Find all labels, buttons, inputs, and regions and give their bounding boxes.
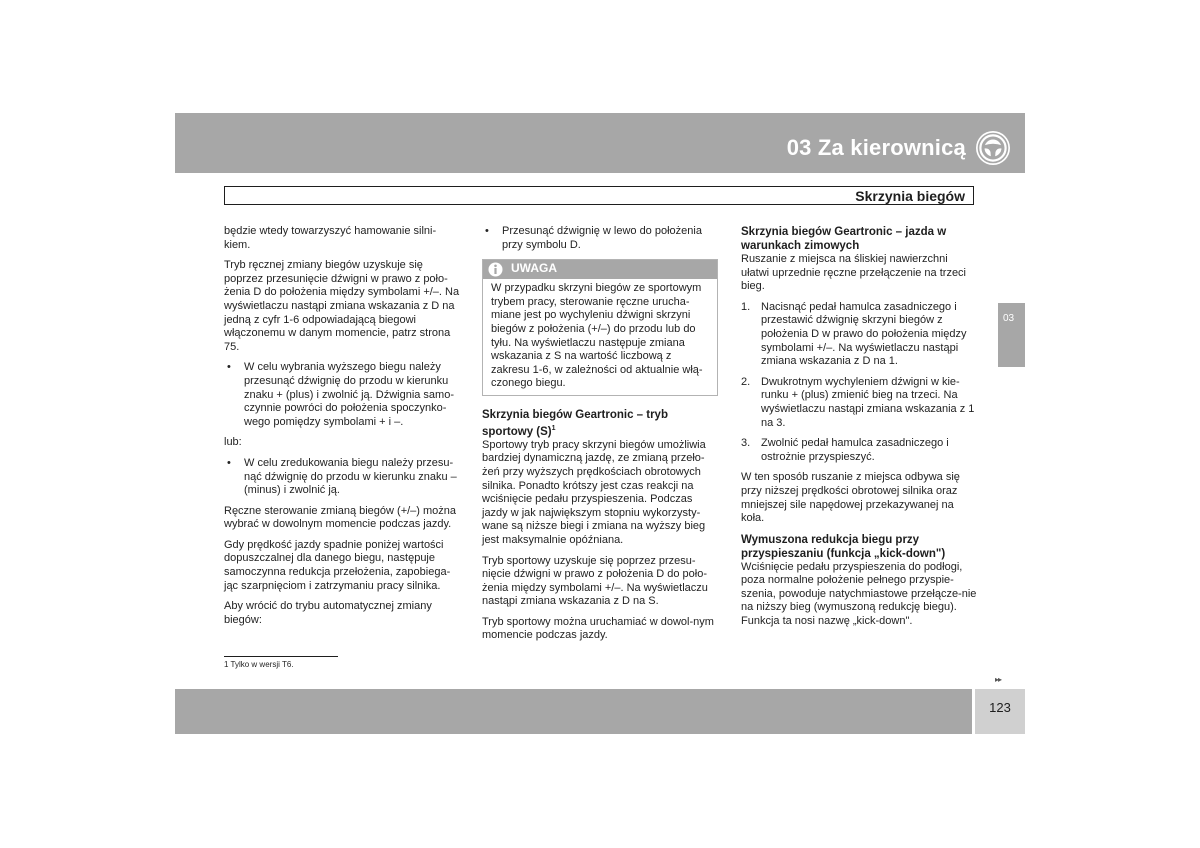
bullet-icon: • xyxy=(227,361,231,374)
bullet-text: W celu wybrania wyższego biegu należy przesunąć dźwignię do przodu w kierunku znaku + (plus) i zwolnić ją. Dźwignia samo-czynnie powróci do położenia spoczynko-wego pomiędzy symbolami + i –. xyxy=(244,361,454,428)
paragraph: będzie wtedy towarzyszyć hamowanie silni-kiem. xyxy=(224,225,437,251)
paragraph: W ten sposób ruszanie z miejsca odbywa się przy niższej prędkości obrotowej silnika oraz mniejszej sile napędowej przekazywanej na koła. xyxy=(741,471,960,525)
footnote: 1 Tylko w wersji T6. xyxy=(224,660,294,669)
section-title: Skrzynia biegów xyxy=(855,188,965,204)
footer-band xyxy=(175,689,972,734)
item-number: 2. xyxy=(741,375,751,388)
side-tab-label: 03 xyxy=(1003,313,1015,324)
bullet-item xyxy=(224,457,460,498)
bullet-item xyxy=(482,225,718,252)
numbered-item xyxy=(741,301,977,369)
bullet-text: W celu zredukowania biegu należy przesu-nąć dźwignię do przodu w kierunku znaku – (minus) i zwolnić ją. xyxy=(244,456,457,497)
note-header xyxy=(483,260,717,279)
footnote-divider xyxy=(224,656,338,657)
note-text: W przypadku skrzyni biegów ze sportowym trybem pracy, sterowanie ręczne urucha-miane jest po wychyleniu dźwigni skrzyni biegów z położenia (+/–) do przodu lub do tyłu. Na wyświetlaczu następuje zmiana wskazania z S na wartość liczbową z zakresu 1-6, w zależności od aktualnie włą-czonego biegu. xyxy=(491,282,703,390)
page-number: 123 xyxy=(989,700,1011,715)
bullet-icon: • xyxy=(227,456,231,469)
bullet-item xyxy=(224,361,460,429)
column-2 xyxy=(482,225,718,650)
note-box xyxy=(482,259,718,396)
continue-arrows-icon: ▸▸ xyxy=(995,675,1002,684)
column-3 xyxy=(741,225,977,636)
numbered-item xyxy=(741,376,977,430)
paragraph: Wciśnięcie pedału przyspieszenia do podłogi, poza normalne położenie pełnego przyspie-szenia, powoduje natychmiastowe przełącze-nie na niższy bieg (wymuszoną redukcję biegu). Funkcja ta nosi nazwę „kick-down". xyxy=(741,560,977,628)
item-text: Zwolnić pedał hamulca zasadniczego i ostrożnie przyspieszyć. xyxy=(761,437,949,463)
item-number: 3. xyxy=(741,437,751,450)
paragraph: Ręczne sterowanie zmianą biegów (+/–) można wybrać w dowolnym momencie podczas jazdy. xyxy=(224,504,457,531)
page-number-box xyxy=(975,689,1025,734)
paragraph: Tryb sportowy uzyskuje się poprzez przesu-nięcie dźwigni w prawo z położenia D do poło-żenia między symbolami +/–. Na wyświetlaczu nastąpi zmiana wskazania z D na S. xyxy=(482,554,708,608)
paragraph: Aby wrócić do trybu automatycznej zmiany biegów: xyxy=(224,600,432,626)
paragraph: lub: xyxy=(224,436,242,449)
chapter-side-tab xyxy=(998,303,1025,367)
section-heading: Skrzynia biegów Geartronic – jazda w warunkach zimowych xyxy=(741,226,947,252)
numbered-item xyxy=(741,437,977,464)
section-heading: Skrzynia biegów Geartronic – tryb sportowy $(S)^1$ xyxy=(482,408,668,438)
paragraph: Sportowy tryb pracy skrzyni biegów umożliwia bardziej dynamiczną jazdę, ze zmianą przeło-żeń przy wyższych prędkościach obrotowych silnika. Ponadto krótszy jest czas reakcji na wciśnięcie pedału przyspieszenia. Podczas jazdy w jak największym stopniu wykorzysty-wane są niższe biegi i zmiana na wyższy bieg jest maksymalnie opóźniana. xyxy=(482,438,706,546)
steering-wheel-icon xyxy=(975,130,1011,166)
bullet-text: Przesunąć dźwignię w lewo do położenia przy symbolu D. xyxy=(502,225,702,251)
note-label: UWAGA xyxy=(511,261,557,276)
item-number: 1. xyxy=(741,300,751,313)
paragraph: Tryb ręcznej zmiany biegów uzyskuje się poprzez przesunięcie dźwigni w prawo z poło-żenia D do położenia między symbolami +/–. Na wyświetlaczu nastąpi zmiana wskazania z D na jedną z cyfr 1-6 odpowiadającą biegowi włączonemu w danym momencie, patrz strona 75. xyxy=(224,259,460,353)
section-heading: Wymuszona redukcja biegu przy przyspieszaniu (funkcja „kick-down") xyxy=(741,533,946,560)
bullet-icon: • xyxy=(485,225,489,237)
paragraph: Tryb sportowy można uruchamiać w dowol-nym momencie podczas jazdy. xyxy=(482,615,714,642)
paragraph: Gdy prędkość jazdy spadnie poniżej wartości dopuszczalnej dla danego biegu, następuje samoczynna redukcja przełożenia, zapobiega-jąc szarpnięciom i zatrzymaniu pracy silnika. xyxy=(224,538,451,592)
item-text: Dwukrotnym wychyleniem dźwigni w kie-runku + (plus) zmienić bieg na trzeci. Na wyświetlaczu nastąpi zmiana wskazania z 1 na 3. xyxy=(761,375,975,429)
section-header xyxy=(224,186,974,205)
paragraph: Ruszanie z miejsca na śliskiej nawierzchni ułatwi uprzednie ręczne przełączenie na trzeci bieg. xyxy=(741,253,967,293)
column-1 xyxy=(224,225,460,634)
item-text: Nacisnąć pedał hamulca zasadniczego i przestawić dźwignię skrzyni biegów z położenia D w prawo do położenia między symbolami +/–. Na wyświetlaczu nastąpi zmiana wskazania z D na 1. xyxy=(761,300,967,368)
chapter-title: 03 Za kierownicą xyxy=(786,135,966,160)
info-icon xyxy=(488,262,503,277)
footnote-marker: 1 xyxy=(551,424,556,432)
